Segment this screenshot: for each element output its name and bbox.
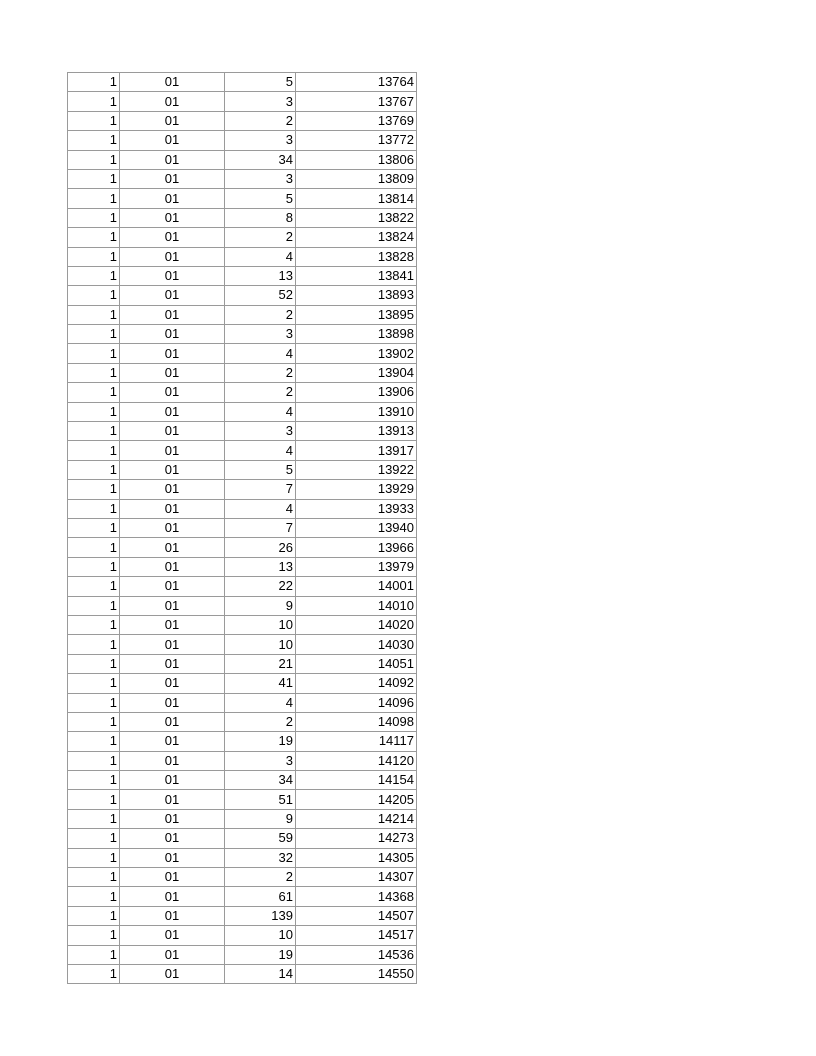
cell-col-2: 01 [120, 150, 225, 169]
cell-col-2: 01 [120, 557, 225, 576]
table-row [68, 577, 417, 596]
cell-col-4: 13904 [296, 363, 417, 382]
cell-col-1: 1 [68, 169, 120, 188]
cell-col-4: 13767 [296, 92, 417, 111]
cell-col-1: 1 [68, 247, 120, 266]
table-row [68, 169, 417, 188]
table-row [68, 344, 417, 363]
cell-col-3: 34 [225, 150, 296, 169]
cell-col-1: 1 [68, 518, 120, 537]
cell-col-4: 14154 [296, 771, 417, 790]
table-row [68, 228, 417, 247]
table-row [68, 422, 417, 441]
table-row [68, 887, 417, 906]
cell-col-1: 1 [68, 712, 120, 731]
cell-col-2: 01 [120, 635, 225, 654]
cell-col-3: 2 [225, 868, 296, 887]
cell-col-3: 19 [225, 945, 296, 964]
cell-col-2: 01 [120, 751, 225, 770]
cell-col-2: 01 [120, 344, 225, 363]
cell-col-4: 13940 [296, 518, 417, 537]
cell-col-1: 1 [68, 906, 120, 925]
cell-col-2: 01 [120, 422, 225, 441]
cell-col-4: 13764 [296, 73, 417, 92]
table-row [68, 732, 417, 751]
cell-col-1: 1 [68, 305, 120, 324]
cell-col-1: 1 [68, 577, 120, 596]
cell-col-3: 139 [225, 906, 296, 925]
cell-col-4: 13913 [296, 422, 417, 441]
cell-col-3: 2 [225, 111, 296, 130]
cell-col-2: 01 [120, 169, 225, 188]
cell-col-3: 4 [225, 499, 296, 518]
cell-col-1: 1 [68, 557, 120, 576]
cell-col-3: 4 [225, 402, 296, 421]
cell-col-1: 1 [68, 674, 120, 693]
cell-col-3: 5 [225, 460, 296, 479]
cell-col-2: 01 [120, 111, 225, 130]
table-row [68, 829, 417, 848]
table-row [68, 712, 417, 731]
cell-col-4: 13895 [296, 305, 417, 324]
table-row [68, 751, 417, 770]
cell-col-3: 10 [225, 635, 296, 654]
cell-col-3: 3 [225, 751, 296, 770]
cell-col-1: 1 [68, 693, 120, 712]
table-row [68, 771, 417, 790]
cell-col-1: 1 [68, 887, 120, 906]
cell-col-2: 01 [120, 771, 225, 790]
cell-col-1: 1 [68, 441, 120, 460]
cell-col-4: 13822 [296, 208, 417, 227]
cell-col-2: 01 [120, 732, 225, 751]
cell-col-4: 14536 [296, 945, 417, 964]
cell-col-4: 13966 [296, 538, 417, 557]
cell-col-3: 34 [225, 771, 296, 790]
cell-col-3: 4 [225, 441, 296, 460]
cell-col-2: 01 [120, 383, 225, 402]
table-row [68, 809, 417, 828]
cell-col-1: 1 [68, 751, 120, 770]
cell-col-3: 32 [225, 848, 296, 867]
cell-col-1: 1 [68, 538, 120, 557]
cell-col-1: 1 [68, 615, 120, 634]
table-row [68, 635, 417, 654]
cell-col-4: 14098 [296, 712, 417, 731]
cell-col-4: 14030 [296, 635, 417, 654]
cell-col-4: 13824 [296, 228, 417, 247]
table-row [68, 499, 417, 518]
cell-col-2: 01 [120, 926, 225, 945]
table-row [68, 325, 417, 344]
cell-col-2: 01 [120, 305, 225, 324]
cell-col-3: 61 [225, 887, 296, 906]
cell-col-1: 1 [68, 809, 120, 828]
cell-col-2: 01 [120, 538, 225, 557]
cell-col-2: 01 [120, 906, 225, 925]
table-row [68, 441, 417, 460]
cell-col-1: 1 [68, 208, 120, 227]
table-row [68, 926, 417, 945]
table-row [68, 305, 417, 324]
cell-col-2: 01 [120, 809, 225, 828]
table-row [68, 363, 417, 382]
cell-col-2: 01 [120, 654, 225, 673]
cell-col-2: 01 [120, 887, 225, 906]
cell-col-3: 51 [225, 790, 296, 809]
cell-col-4: 13814 [296, 189, 417, 208]
table-row [68, 111, 417, 130]
cell-col-3: 7 [225, 518, 296, 537]
cell-col-4: 13898 [296, 325, 417, 344]
data-table-body [68, 73, 417, 984]
table-row [68, 557, 417, 576]
cell-col-1: 1 [68, 868, 120, 887]
cell-col-1: 1 [68, 829, 120, 848]
cell-col-1: 1 [68, 228, 120, 247]
cell-col-4: 14120 [296, 751, 417, 770]
table-row [68, 596, 417, 615]
table-row [68, 460, 417, 479]
cell-col-1: 1 [68, 111, 120, 130]
data-table [67, 72, 417, 984]
table-row [68, 150, 417, 169]
cell-col-2: 01 [120, 208, 225, 227]
cell-col-2: 01 [120, 286, 225, 305]
cell-col-3: 3 [225, 422, 296, 441]
cell-col-3: 9 [225, 809, 296, 828]
table-row [68, 92, 417, 111]
cell-col-3: 59 [225, 829, 296, 848]
table-row [68, 615, 417, 634]
cell-col-2: 01 [120, 674, 225, 693]
cell-col-4: 13902 [296, 344, 417, 363]
cell-col-2: 01 [120, 189, 225, 208]
cell-col-4: 13772 [296, 131, 417, 150]
table-row [68, 131, 417, 150]
cell-col-1: 1 [68, 422, 120, 441]
cell-col-3: 21 [225, 654, 296, 673]
cell-col-3: 13 [225, 266, 296, 285]
cell-col-1: 1 [68, 286, 120, 305]
cell-col-4: 14273 [296, 829, 417, 848]
cell-col-3: 4 [225, 344, 296, 363]
table-row [68, 538, 417, 557]
cell-col-4: 14092 [296, 674, 417, 693]
cell-col-4: 13893 [296, 286, 417, 305]
cell-col-1: 1 [68, 848, 120, 867]
table-row [68, 266, 417, 285]
cell-col-4: 13809 [296, 169, 417, 188]
cell-col-2: 01 [120, 518, 225, 537]
cell-col-1: 1 [68, 771, 120, 790]
cell-col-1: 1 [68, 92, 120, 111]
cell-col-3: 5 [225, 73, 296, 92]
cell-col-2: 01 [120, 499, 225, 518]
cell-col-3: 26 [225, 538, 296, 557]
cell-col-2: 01 [120, 712, 225, 731]
cell-col-3: 3 [225, 325, 296, 344]
cell-col-4: 14117 [296, 732, 417, 751]
cell-col-3: 4 [225, 693, 296, 712]
cell-col-3: 3 [225, 169, 296, 188]
cell-col-4: 14051 [296, 654, 417, 673]
cell-col-2: 01 [120, 325, 225, 344]
cell-col-2: 01 [120, 247, 225, 266]
cell-col-1: 1 [68, 964, 120, 983]
cell-col-2: 01 [120, 790, 225, 809]
table-row [68, 383, 417, 402]
cell-col-2: 01 [120, 73, 225, 92]
table-row [68, 906, 417, 925]
cell-col-3: 14 [225, 964, 296, 983]
cell-col-2: 01 [120, 577, 225, 596]
cell-col-4: 13933 [296, 499, 417, 518]
cell-col-2: 01 [120, 945, 225, 964]
cell-col-2: 01 [120, 596, 225, 615]
cell-col-1: 1 [68, 654, 120, 673]
cell-col-3: 22 [225, 577, 296, 596]
cell-col-1: 1 [68, 131, 120, 150]
cell-col-2: 01 [120, 228, 225, 247]
cell-col-3: 2 [225, 363, 296, 382]
cell-col-1: 1 [68, 460, 120, 479]
table-row [68, 480, 417, 499]
cell-col-1: 1 [68, 150, 120, 169]
cell-col-4: 13929 [296, 480, 417, 499]
cell-col-3: 19 [225, 732, 296, 751]
cell-col-1: 1 [68, 363, 120, 382]
cell-col-1: 1 [68, 325, 120, 344]
cell-col-3: 5 [225, 189, 296, 208]
table-row [68, 518, 417, 537]
cell-col-4: 14368 [296, 887, 417, 906]
cell-col-4: 13917 [296, 441, 417, 460]
cell-col-4: 13806 [296, 150, 417, 169]
cell-col-3: 2 [225, 383, 296, 402]
table-row [68, 247, 417, 266]
cell-col-2: 01 [120, 363, 225, 382]
cell-col-4: 14517 [296, 926, 417, 945]
table-row [68, 964, 417, 983]
cell-col-3: 4 [225, 247, 296, 266]
cell-col-2: 01 [120, 441, 225, 460]
cell-col-3: 2 [225, 305, 296, 324]
cell-col-4: 14205 [296, 790, 417, 809]
table-row [68, 402, 417, 421]
cell-col-2: 01 [120, 266, 225, 285]
cell-col-3: 7 [225, 480, 296, 499]
cell-col-4: 13828 [296, 247, 417, 266]
table-row [68, 868, 417, 887]
table-row [68, 848, 417, 867]
cell-col-3: 2 [225, 712, 296, 731]
cell-col-4: 14507 [296, 906, 417, 925]
cell-col-2: 01 [120, 480, 225, 499]
cell-col-4: 14020 [296, 615, 417, 634]
cell-col-1: 1 [68, 189, 120, 208]
table-row [68, 693, 417, 712]
cell-col-3: 41 [225, 674, 296, 693]
cell-col-4: 14305 [296, 848, 417, 867]
cell-col-4: 13910 [296, 402, 417, 421]
cell-col-1: 1 [68, 499, 120, 518]
cell-col-1: 1 [68, 266, 120, 285]
cell-col-4: 13769 [296, 111, 417, 130]
cell-col-3: 9 [225, 596, 296, 615]
cell-col-3: 3 [225, 131, 296, 150]
cell-col-1: 1 [68, 596, 120, 615]
cell-col-2: 01 [120, 848, 225, 867]
cell-col-2: 01 [120, 92, 225, 111]
table-row [68, 286, 417, 305]
cell-col-4: 14550 [296, 964, 417, 983]
cell-col-1: 1 [68, 790, 120, 809]
cell-col-3: 2 [225, 228, 296, 247]
cell-col-2: 01 [120, 460, 225, 479]
cell-col-2: 01 [120, 868, 225, 887]
cell-col-3: 13 [225, 557, 296, 576]
cell-col-4: 14001 [296, 577, 417, 596]
cell-col-1: 1 [68, 732, 120, 751]
cell-col-3: 8 [225, 208, 296, 227]
cell-col-1: 1 [68, 635, 120, 654]
cell-col-4: 14307 [296, 868, 417, 887]
table-row [68, 654, 417, 673]
cell-col-1: 1 [68, 926, 120, 945]
cell-col-1: 1 [68, 945, 120, 964]
cell-col-4: 14096 [296, 693, 417, 712]
table-row [68, 945, 417, 964]
cell-col-4: 14010 [296, 596, 417, 615]
cell-col-2: 01 [120, 829, 225, 848]
cell-col-3: 52 [225, 286, 296, 305]
cell-col-4: 13922 [296, 460, 417, 479]
table-row [68, 73, 417, 92]
cell-col-2: 01 [120, 131, 225, 150]
cell-col-1: 1 [68, 402, 120, 421]
cell-col-4: 13979 [296, 557, 417, 576]
cell-col-2: 01 [120, 693, 225, 712]
cell-col-4: 13906 [296, 383, 417, 402]
cell-col-1: 1 [68, 480, 120, 499]
cell-col-3: 10 [225, 615, 296, 634]
cell-col-3: 3 [225, 92, 296, 111]
cell-col-2: 01 [120, 964, 225, 983]
table-row [68, 208, 417, 227]
table-row [68, 790, 417, 809]
cell-col-1: 1 [68, 383, 120, 402]
cell-col-4: 14214 [296, 809, 417, 828]
cell-col-4: 13841 [296, 266, 417, 285]
table-row [68, 674, 417, 693]
cell-col-1: 1 [68, 344, 120, 363]
cell-col-2: 01 [120, 615, 225, 634]
table-row [68, 189, 417, 208]
cell-col-2: 01 [120, 402, 225, 421]
cell-col-1: 1 [68, 73, 120, 92]
cell-col-3: 10 [225, 926, 296, 945]
